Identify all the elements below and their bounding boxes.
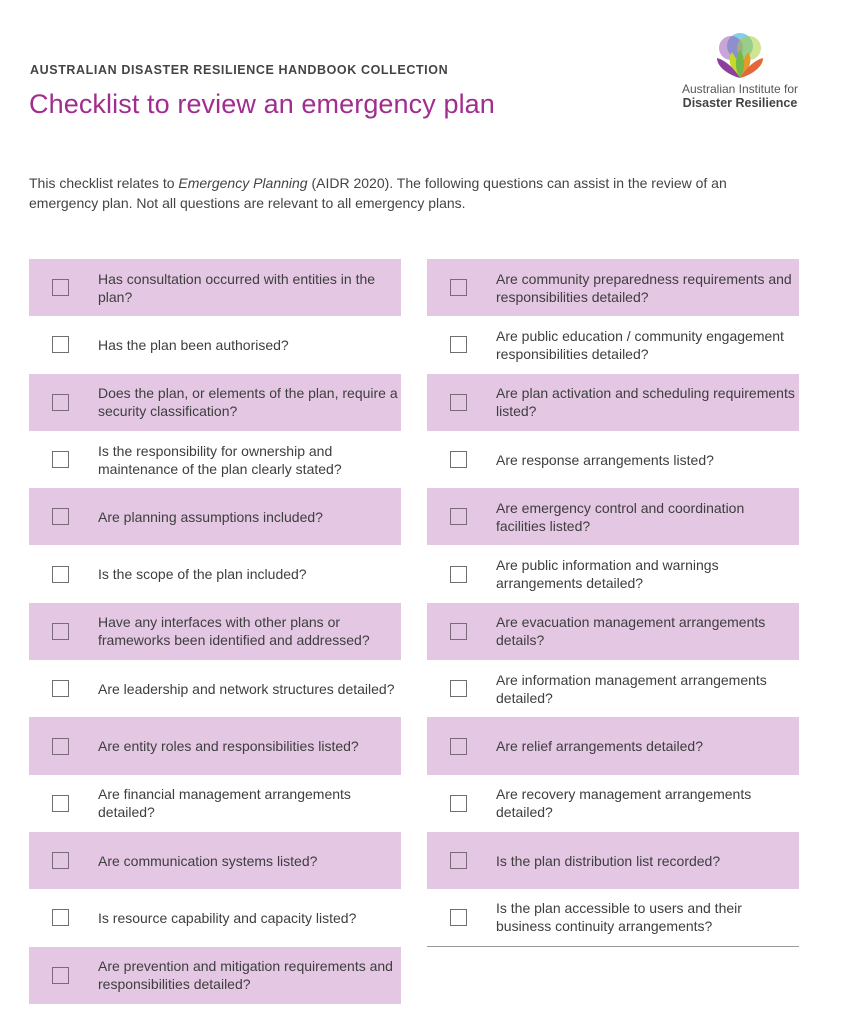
checklist-row (427, 832, 799, 889)
checkbox[interactable] (450, 566, 467, 583)
checklist-question: Are public education / community engagement responsibilities detailed? (496, 327, 784, 362)
checklist-row (427, 316, 799, 373)
checklist-left-column (29, 259, 401, 1004)
checklist-row (29, 889, 401, 946)
checklist-question: Have any interfaces with other plans or frameworks been identified and addressed? (98, 614, 370, 649)
checklist-row (29, 717, 401, 774)
checklist-question: Are relief arrangements detailed? (496, 738, 704, 755)
checklist-question: Are communication systems listed? (98, 852, 318, 869)
intro-emphasis: Emergency Planning (178, 175, 308, 191)
checklist-row (427, 775, 799, 832)
checkbox[interactable] (450, 336, 467, 353)
checklist-question: Are community preparedness requirements and responsibilities detailed? (496, 270, 792, 305)
checklist-question: Are public information and warnings arrangements detailed? (496, 557, 719, 592)
checklist-row (29, 545, 401, 602)
checklist-row (427, 259, 799, 316)
checklist-row (29, 775, 401, 832)
checklist-question: Has the plan been authorised? (98, 336, 289, 353)
checkbox[interactable] (52, 909, 69, 926)
checklist-row (29, 316, 401, 373)
checklist-question: Are financial management arrangements detailed? (98, 786, 351, 821)
checkbox[interactable] (450, 680, 467, 697)
checkbox[interactable] (450, 795, 467, 812)
checkbox[interactable] (450, 508, 467, 525)
checklist-question: Are response arrangements listed? (496, 451, 714, 468)
checkbox[interactable] (450, 623, 467, 640)
checklist-question: Are plan activation and scheduling requirements listed? (496, 385, 795, 420)
checkbox[interactable] (52, 795, 69, 812)
checkbox[interactable] (52, 336, 69, 353)
checklist-row (427, 660, 799, 717)
checklist-row (29, 603, 401, 660)
checklist-row (29, 832, 401, 889)
checklist-row (427, 431, 799, 488)
checkbox[interactable] (450, 451, 467, 468)
checklist-row (29, 947, 401, 1004)
page-title: Checklist to review an emergency plan (29, 89, 495, 119)
lotus-logo-icon (709, 28, 771, 80)
checkbox[interactable] (52, 623, 69, 640)
checkbox[interactable] (52, 279, 69, 296)
intro-text: This checklist relates to (29, 175, 179, 191)
intro-text-rest: (AIDR 2020). The following questions can assist in the review of an emergency plan. Not all questions are relevant to all emergency plans. (29, 175, 727, 211)
checklist-question: Are evacuation management arrangements details? (496, 614, 766, 649)
checklist-question: Does the plan, or elements of the plan, require a security classification? (98, 385, 398, 420)
checkbox[interactable] (52, 967, 69, 984)
checkbox[interactable] (52, 680, 69, 697)
checklist-question: Are recovery management arrangements detailed? (496, 786, 752, 821)
checklist-row (29, 431, 401, 488)
checklist-right-column (427, 259, 799, 947)
checkbox[interactable] (52, 451, 69, 468)
checklist-question: Has consultation occurred with entities in the plan? (98, 270, 376, 305)
checklist-question: Are entity roles and responsibilities listed? (98, 738, 359, 755)
collection-label: AUSTRALIAN DISASTER RESILIENCE HANDBOOK COLLECTION (30, 63, 449, 77)
checklist-question: Are planning assumptions included? (98, 508, 323, 525)
checklist-row (29, 259, 401, 316)
logo-text-line1: Australian Institute for (681, 82, 799, 96)
checkbox[interactable] (52, 852, 69, 869)
checklist-question: Are leadership and network structures detailed? (98, 680, 395, 697)
checkbox[interactable] (52, 738, 69, 755)
checkbox[interactable] (450, 394, 467, 411)
checklist-question: Is the plan accessible to users and their business continuity arrangements? (496, 900, 742, 935)
checklist-row (427, 545, 799, 602)
checklist-question: Are information management arrangements detailed? (496, 671, 767, 706)
checkbox[interactable] (450, 738, 467, 755)
checklist-row (427, 374, 799, 431)
checkbox[interactable] (450, 909, 467, 926)
intro-paragraph (29, 173, 789, 213)
checkbox[interactable] (52, 508, 69, 525)
checklist-question: Is the responsibility for ownership and maintenance of the plan clearly stated? (98, 442, 342, 477)
checkbox[interactable] (52, 566, 69, 583)
logo-text-line2: Disaster Resilience (682, 96, 798, 110)
checklist-question: Are emergency control and coordination facilities listed? (496, 499, 745, 534)
checklist-row (29, 660, 401, 717)
checklist-row (29, 488, 401, 545)
checkbox[interactable] (450, 279, 467, 296)
checkbox[interactable] (52, 394, 69, 411)
checklist-row (427, 889, 799, 946)
checklist-question: Is resource capability and capacity listed? (98, 909, 357, 926)
checklist-row (427, 603, 799, 660)
checklist-row (427, 717, 799, 774)
checkbox[interactable] (450, 852, 467, 869)
aidr-logo (675, 28, 805, 110)
checklist-question: Are prevention and mitigation requirements and responsibilities detailed? (98, 958, 393, 993)
checklist-row (29, 374, 401, 431)
checklist-row (427, 488, 799, 545)
checklist-question: Is the plan distribution list recorded? (496, 852, 721, 869)
checklist-question: Is the scope of the plan included? (98, 566, 307, 583)
